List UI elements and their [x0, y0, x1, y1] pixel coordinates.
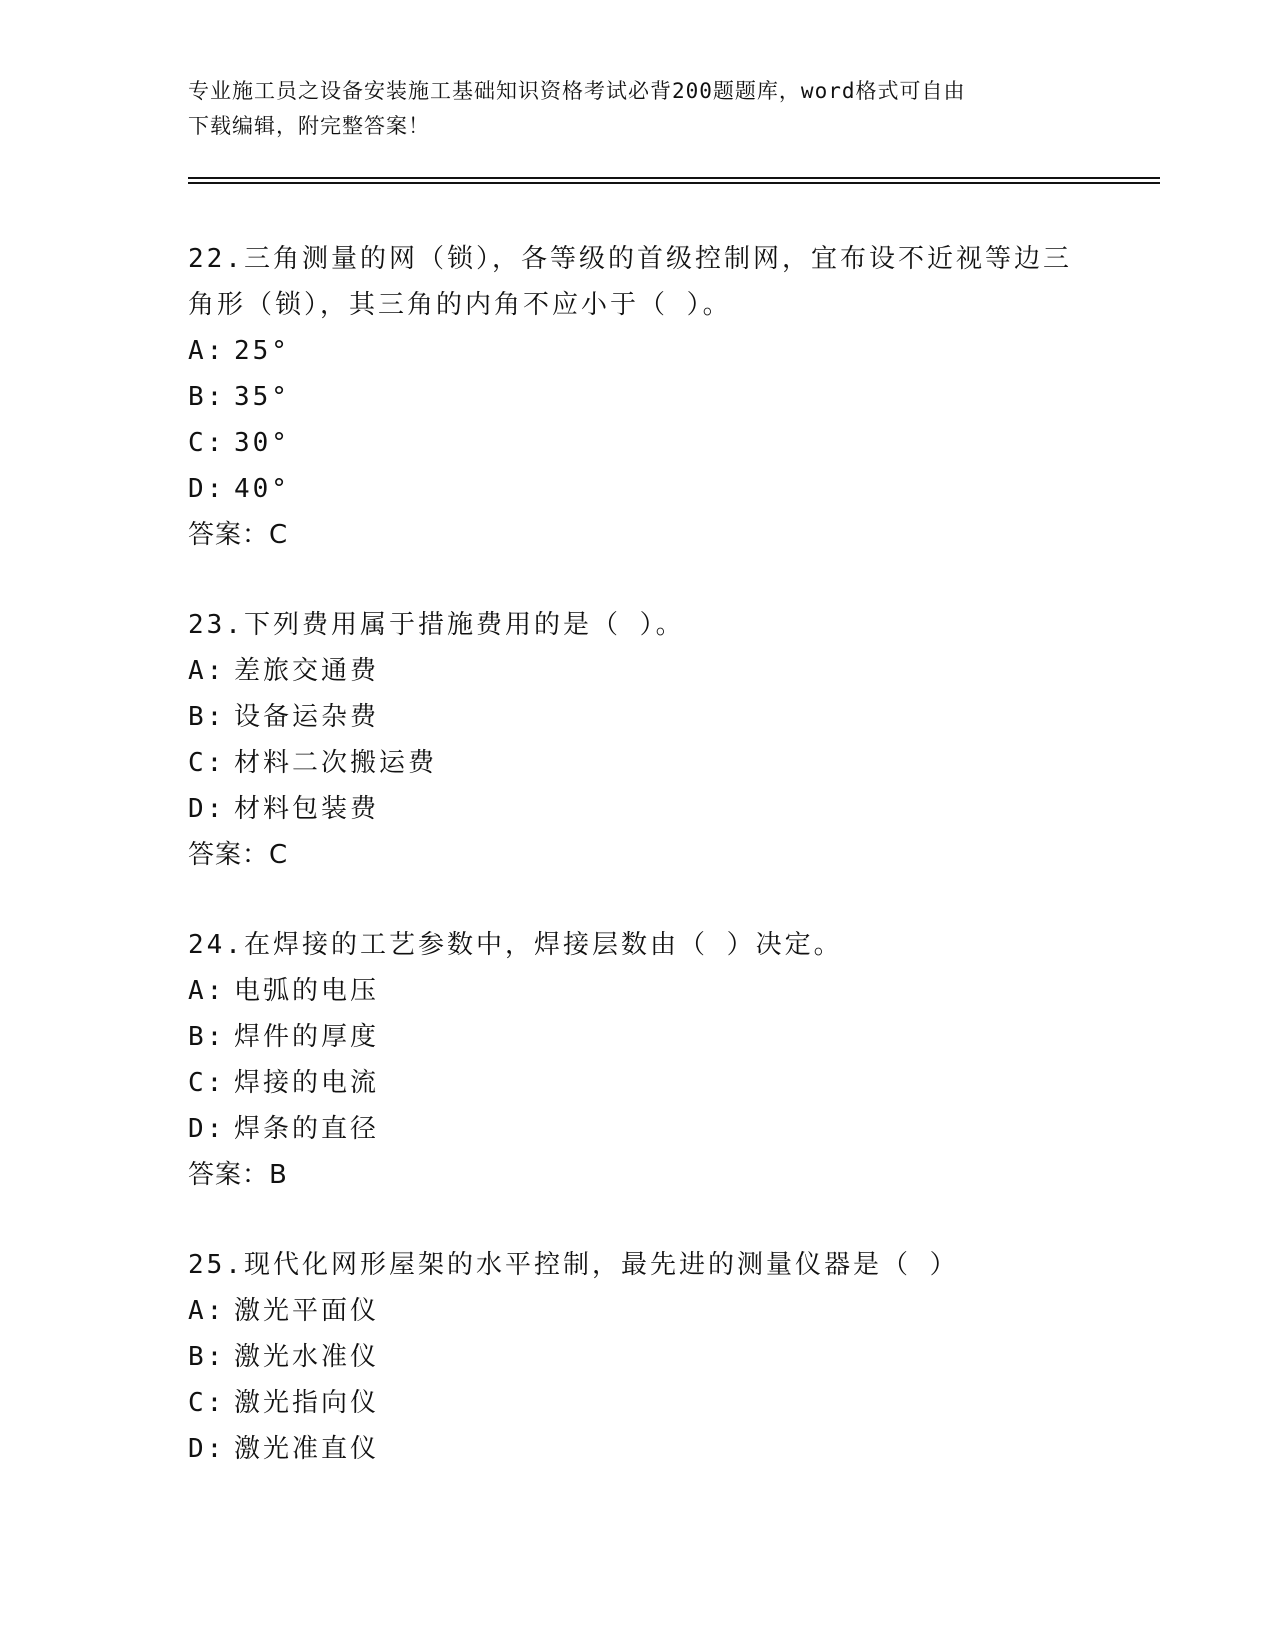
option-label: C: [188, 1388, 226, 1418]
option-text: 激光水准仪 [234, 1342, 380, 1372]
option-text: 25° [234, 336, 290, 366]
option-label: A: [188, 1296, 226, 1326]
option-label: A: [188, 976, 226, 1006]
option-b [188, 694, 1088, 740]
option-d [188, 786, 1088, 832]
option-label: D: [188, 1434, 226, 1464]
option-label: B: [188, 1342, 226, 1372]
option-text: 材料二次搬运费 [234, 748, 438, 778]
option-label: C: [188, 428, 226, 458]
option-text: 激光指向仪 [234, 1388, 380, 1418]
option-d [188, 466, 1088, 512]
option-text: 40° [234, 474, 290, 504]
question-23 [188, 602, 1088, 878]
header-divider-top [188, 177, 1160, 179]
option-text: 材料包装费 [234, 794, 380, 824]
header-line-2: 下载编辑，附完整答案！ [188, 114, 430, 138]
option-c [188, 740, 1088, 786]
option-label: C: [188, 1068, 226, 1098]
answer-line: 答案：C [188, 840, 289, 870]
option-d [188, 1426, 1088, 1472]
option-c [188, 1060, 1088, 1106]
option-label: B: [188, 1022, 226, 1052]
document-header [188, 74, 1088, 144]
option-text: 焊接的电流 [234, 1068, 380, 1098]
option-text: 激光平面仪 [234, 1296, 380, 1326]
question-stem-continued: 角形（锁），其三角的内角不应小于（ ）。 [188, 290, 732, 320]
option-text: 焊条的直径 [234, 1114, 380, 1144]
option-label: D: [188, 1114, 226, 1144]
option-a [188, 648, 1088, 694]
option-text: 电弧的电压 [234, 976, 380, 1006]
option-label: B: [188, 702, 226, 732]
option-label: A: [188, 336, 226, 366]
option-text: 35° [234, 382, 290, 412]
option-a [188, 328, 1088, 374]
question-stem: 25.现代化网形屋架的水平控制，最先进的测量仪器是（ ） [188, 1250, 959, 1280]
question-stem: 23.下列费用属于措施费用的是（ ）。 [188, 610, 685, 640]
option-b [188, 374, 1088, 420]
option-text: 设备运杂费 [234, 702, 380, 732]
header-line-1: 专业施工员之设备安装施工基础知识资格考试必背200题题库，word格式可自由 [188, 79, 966, 103]
option-label: B: [188, 382, 226, 412]
question-25 [188, 1242, 1088, 1472]
option-text: 激光准直仪 [234, 1434, 380, 1464]
header-divider-bottom [188, 182, 1160, 184]
option-text: 差旅交通费 [234, 656, 380, 686]
answer-line: 答案：B [188, 1160, 288, 1190]
option-text: 焊件的厚度 [234, 1022, 380, 1052]
option-d [188, 1106, 1088, 1152]
question-22 [188, 236, 1088, 558]
option-label: D: [188, 794, 226, 824]
question-stem: 22.三角测量的网（锁），各等级的首级控制网，宜布设不近视等边三 [188, 244, 1072, 274]
option-label: A: [188, 656, 226, 686]
answer-line: 答案：C [188, 520, 289, 550]
option-label: C: [188, 748, 226, 778]
question-stem: 24.在焊接的工艺参数中，焊接层数由（ ）决定。 [188, 930, 843, 960]
option-label: D: [188, 474, 226, 504]
option-b [188, 1334, 1088, 1380]
option-c [188, 420, 1088, 466]
option-c [188, 1380, 1088, 1426]
option-a [188, 968, 1088, 1014]
option-b [188, 1014, 1088, 1060]
option-a [188, 1288, 1088, 1334]
option-text: 30° [234, 428, 290, 458]
question-24 [188, 922, 1088, 1198]
